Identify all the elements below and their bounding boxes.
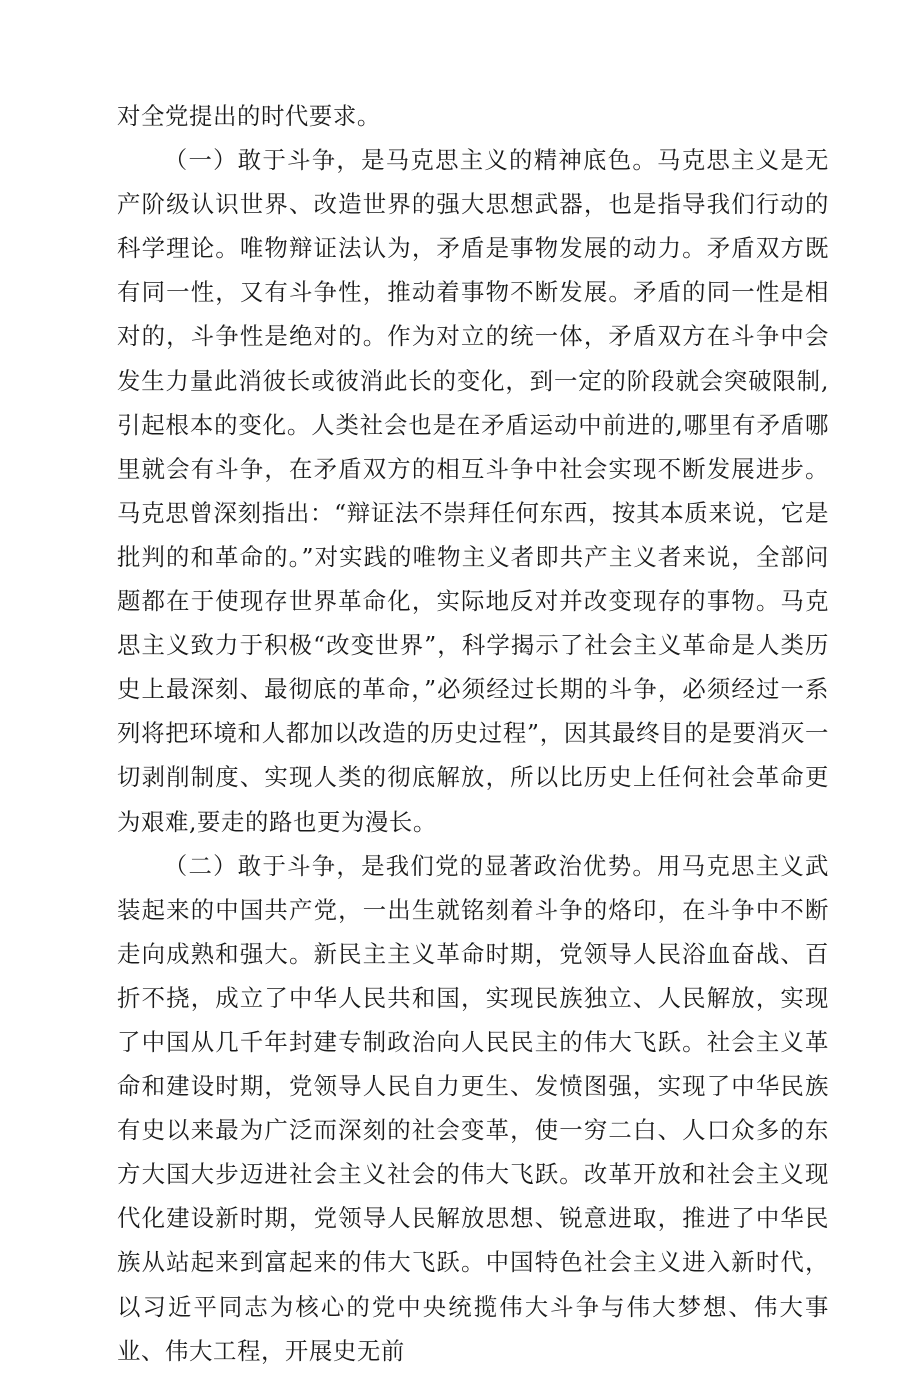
paragraph-continuation: 对全党提出的时代要求。 bbox=[117, 102, 381, 130]
paragraph-section-one: （一）敢于斗争，是马克思主义的精神底色。马克思主义是无产阶级认识世界、改造世界的强大思想武器，也是指导我们行动的科学理论。唯物辩证法认为，矛盾是事物发展的动力。矛盾双方既有同一性，又有斗争性，推动着事物不断发展。矛盾的同一性是相对的，斗争性是绝对的。作为对立的统一体，矛盾双方在斗争中会发生力量此消彼长或彼消此长的变化，到一定的阶段就会突破限制,引起根本的变化。人类社会也是在矛盾运动中前进的,哪里有矛盾哪里就会有斗争，在矛盾双方的相互斗争中社会实现不断发展进步。马克思曾深刻指出：“辩证法不崇拜任何东西，按其本质来说，它是批判的和革命的。”对实践的唯物主义者即共产主义者来说，全部问题都在于使现存世界革命化，实际地反对并改变现存的事物。马克思主义致力于积极“改变世界”，科学揭示了社会主义革命是人类历史上最深刻、最彻底的革命，”必须经过长期的斗争，必须经过一系列将把环境和人都加以改造的历史过程”，因其最终目的是要消灭一切剥削制度、实现人类的彻底解放，所以比历史上任何社会革命更为艰难,要走的路也更为漫长。 bbox=[117, 146, 829, 836]
paragraph-section-two: （二）敢于斗争，是我们党的显著政治优势。用马克思主义武装起来的中国共产党，一出生就铭刻着斗争的烙印，在斗争中不断走向成熟和强大。新民主主义革命时期，党领导人民浴血奋战、百折不挠，成立了中华人民共和国，实现民族独立、人民解放，实现了中国从几千年封建专制政治向人民民主的伟大飞跃。社会主义革命和建设时期，党领导人民自力更生、发愤图强，实现了中华民族有史以来最为广泛而深刻的社会变革，使一穷二白、人口众多的东方大国大步迈进社会主义社会的伟大飞跃。改革开放和社会主义现代化建设新时期，党领导人民解放思想、锐意进取，推进了中华民族从站起来到富起来的伟大飞跃。中国特色社会主义进入新时代，以习近平同志为核心的党中央统揽伟大斗争与伟大梦想、伟大事业、伟大工程，开展史无前 bbox=[117, 851, 829, 1365]
body-text bbox=[117, 94, 829, 1373]
